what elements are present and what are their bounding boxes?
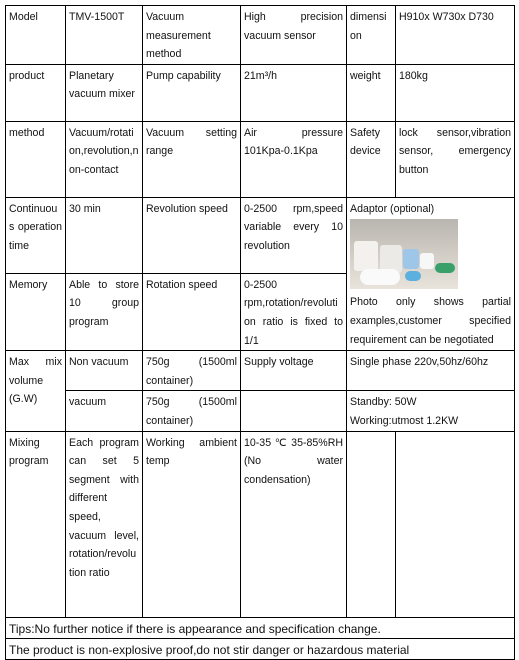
- label-vacuum-setting-range: Vacuum setting range: [143, 121, 241, 197]
- value-pump-capability: 21m³/h: [241, 64, 347, 121]
- label-non-vacuum: Non vacuum: [66, 351, 143, 391]
- adaptor-title: Adaptor (optional): [350, 202, 435, 215]
- label-memory: Memory: [6, 273, 66, 350]
- label-vacuum-measurement: Vacuum measurement method: [143, 6, 241, 65]
- label-safety-device: Safety device: [347, 121, 396, 197]
- value-revolution-speed: 0-2500 rpm,speed variable every 10 revolution: [241, 197, 347, 273]
- label-revolution-speed: Revolution speed: [143, 197, 241, 273]
- value-working-ambient: 10-35 ℃ 35-85%RH (No water condensation): [241, 431, 347, 617]
- value-non-vacuum: 750g (1500ml container): [143, 351, 241, 391]
- table-row: [6, 197, 515, 273]
- adaptor-cell: [347, 197, 515, 350]
- spec-table: [5, 5, 515, 660]
- table-row: [6, 64, 515, 121]
- label-continuous-operation: Continuous operation time: [6, 197, 66, 273]
- label-max-mix-volume: Max mix volume (G.W): [6, 351, 66, 431]
- value-supply-voltage: Single phase 220v,50hz/60hz: [347, 351, 515, 391]
- label-product: product: [6, 64, 66, 121]
- value-vacuum-setting-range: Air pressure 101Kpa-0.1Kpa: [241, 121, 347, 197]
- value-product: Planetary vacuum mixer: [66, 64, 143, 121]
- value-standby: Standby: 50W: [350, 396, 417, 409]
- adaptor-photo: [350, 219, 458, 289]
- value-working: Working:utmost 1.2KW: [350, 414, 459, 427]
- label-vacuum: vacuum: [66, 391, 143, 431]
- value-model: TMV-1500T: [66, 6, 143, 65]
- value-safety-device: lock sensor,vibration sensor, emergency button: [396, 121, 515, 197]
- label-supply-voltage: Supply voltage: [241, 351, 347, 391]
- tips-note: Tips:No further notice if there is appearance and specification change.: [6, 617, 515, 638]
- value-mixing-program: Each program can set 5 segment with different speed, vacuum level, rotation/revolution ratio: [66, 431, 143, 617]
- value-weight: 180kg: [396, 64, 515, 121]
- value-method: Vacuum/rotation,revolution,non-contact: [66, 121, 143, 197]
- label-rotation-speed: Rotation speed: [143, 273, 241, 350]
- table-row: [6, 121, 515, 197]
- table-row: [6, 6, 515, 65]
- table-row: [6, 391, 515, 431]
- value-dimension: H910x W730x D730: [396, 6, 515, 65]
- table-row: [6, 431, 515, 617]
- label-model: Model: [6, 6, 66, 65]
- value-vacuum: 750g (1500ml container): [143, 391, 241, 431]
- value-memory: Able to store 10 group program: [66, 273, 143, 350]
- empty-cell: [396, 431, 515, 617]
- label-pump-capability: Pump capability: [143, 64, 241, 121]
- label-working-ambient: Working ambient temp: [143, 431, 241, 617]
- table-row: [6, 638, 515, 659]
- value-rotation-speed: 0-2500 rpm,rotation/revolution ratio is fixed to 1/1: [241, 273, 347, 350]
- label-method: method: [6, 121, 66, 197]
- value-continuous-operation: 30 min: [66, 197, 143, 273]
- table-row: [6, 351, 515, 391]
- label-dimension: dimension: [347, 6, 396, 65]
- label-weight: weight: [347, 64, 396, 121]
- value-power: [347, 391, 515, 431]
- table-row: [6, 617, 515, 638]
- value-vacuum-measurement: High precision vacuum sensor: [241, 6, 347, 65]
- label-mixing-program: Mixing program: [6, 431, 66, 617]
- warning-note: The product is non-explosive proof,do not stir danger or hazardous material: [6, 638, 515, 659]
- adaptor-note: Photo only shows partial examples,customer specified requirement can be negotiated: [350, 296, 511, 346]
- empty-cell: [347, 431, 396, 617]
- supply-voltage-cont: [241, 391, 347, 431]
